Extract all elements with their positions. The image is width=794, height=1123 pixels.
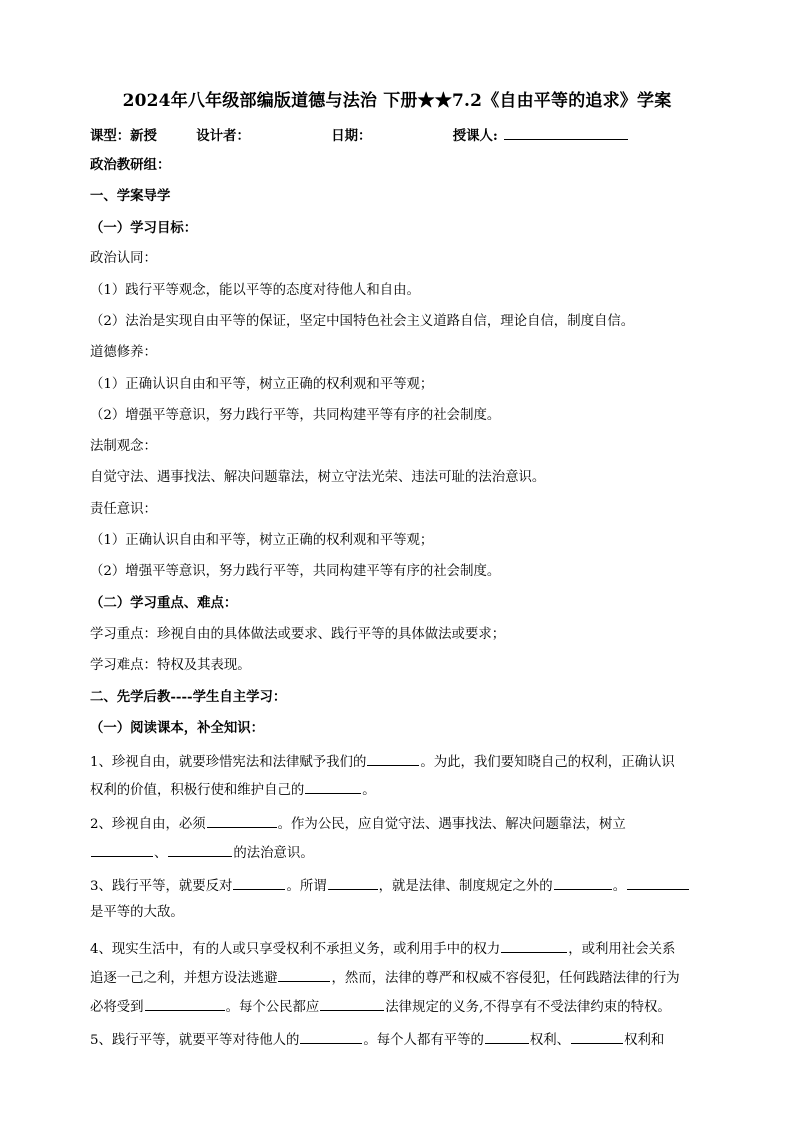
question-3-line-1: 3、践行平等，就要反对 。所谓 ，就是法律、制度规定之外的 。 <box>90 874 706 897</box>
question-5-line-1: 5、践行平等，就要平等对待他人的 。每个人都有平等的 权利、 权利和 <box>90 1028 706 1051</box>
blank[interactable] <box>554 874 612 890</box>
legal-label: 法制观念： <box>90 439 157 454</box>
question-4-line-2: 追逐一己之利，并想方设法逃避 ，然而，法律的尊严和权威不容侵犯，任何践踏法律的行为 <box>90 966 706 989</box>
learning-goals-heading: （一）学习目标： <box>90 220 198 236</box>
blank[interactable] <box>305 778 361 794</box>
reading-heading: （一）阅读课本，补全知识： <box>90 720 265 736</box>
blank[interactable] <box>571 1028 623 1044</box>
political-item-2: （2）法治是实现自由平等的保证，坚定中国特色社会主义道路自信，理论自信，制度自信。 <box>90 314 635 329</box>
question-2-line-1: 2、珍视自由，必须 。作为公民，应自觉守法、遇事找法、解决问题靠法，树立 <box>90 812 706 835</box>
blank[interactable] <box>485 1028 529 1044</box>
section2-heading: 二、先学后教----学生自主学习： <box>90 689 287 705</box>
blank[interactable] <box>320 995 384 1011</box>
blank[interactable] <box>328 874 378 890</box>
legal-text: 自觉守法、遇事找法、解决问题靠法，树立守法光荣、违法可耻的法治意识。 <box>90 470 546 485</box>
moral-label: 道德修养： <box>90 345 157 360</box>
blank[interactable] <box>300 1028 362 1044</box>
blank[interactable] <box>501 937 567 953</box>
question-3-line-2: 是平等的大敌。 <box>90 905 184 920</box>
question-4-line-1: 4、现实生活中，有的人或只享受权利不承担义务，或利用手中的权力 ，或利用社会关系 <box>90 937 706 960</box>
question-1-line-1: 1、珍视自由，就要珍惜宪法和法律赋予我们的 。为此，我们要知晓自己的权利，正确认识 <box>90 750 706 773</box>
blank[interactable] <box>145 995 225 1011</box>
blank[interactable] <box>207 812 277 828</box>
date-label: 日期： <box>331 128 372 144</box>
key-points-heading: （二）学习重点、难点： <box>90 595 238 611</box>
key-point-text: 学习重点：珍视自由的具体做法或要求、践行平等的具体做法或要求； <box>90 627 506 642</box>
difficulty-text: 学习难点：特权及其表现。 <box>90 658 251 673</box>
political-item-1: （1）践行平等观念，能以平等的态度对待他人和自由。 <box>90 283 420 298</box>
question-2-line-2: 、 的法治意识。 <box>90 841 706 864</box>
responsibility-item-1: （1）正确认识自由和平等，树立正确的权利观和平等观； <box>90 533 434 548</box>
blank[interactable] <box>367 750 419 766</box>
lesson-type: 课型：新授 <box>90 128 157 144</box>
document-title: 2024年八年级部编版道德与法治 下册★★7.2《自由平等的追求》学案 <box>122 91 672 111</box>
group-label: 政治教研组： <box>90 157 171 173</box>
teacher-label: 授课人: <box>452 128 498 144</box>
teacher-blank[interactable] <box>504 124 628 140</box>
responsibility-item-2: （2）增强平等意识，努力践行平等，共同构建平等有序的社会制度。 <box>90 564 501 579</box>
blank[interactable] <box>233 874 285 890</box>
question-4-line-3: 必将受到 。每个公民都应 法律规定的义务,不得享有不受法律约束的特权。 <box>90 995 706 1018</box>
moral-item-2: （2）增强平等意识，努力践行平等，共同构建平等有序的社会制度。 <box>90 408 501 423</box>
blank[interactable] <box>168 841 232 857</box>
designer-label: 设计者： <box>196 128 250 144</box>
responsibility-label: 责任意识： <box>90 502 157 517</box>
lesson-meta-row <box>90 124 706 146</box>
blank[interactable] <box>627 874 689 890</box>
section1-heading: 一、学案导学 <box>90 188 171 204</box>
moral-item-1: （1）正确认识自由和平等，树立正确的权利观和平等观； <box>90 377 434 392</box>
political-label: 政治认同： <box>90 251 157 266</box>
blank[interactable] <box>278 966 330 982</box>
blank[interactable] <box>91 841 153 857</box>
question-1-line-2: 权利的价值，积极行使和维护自己的 。 <box>90 778 706 801</box>
